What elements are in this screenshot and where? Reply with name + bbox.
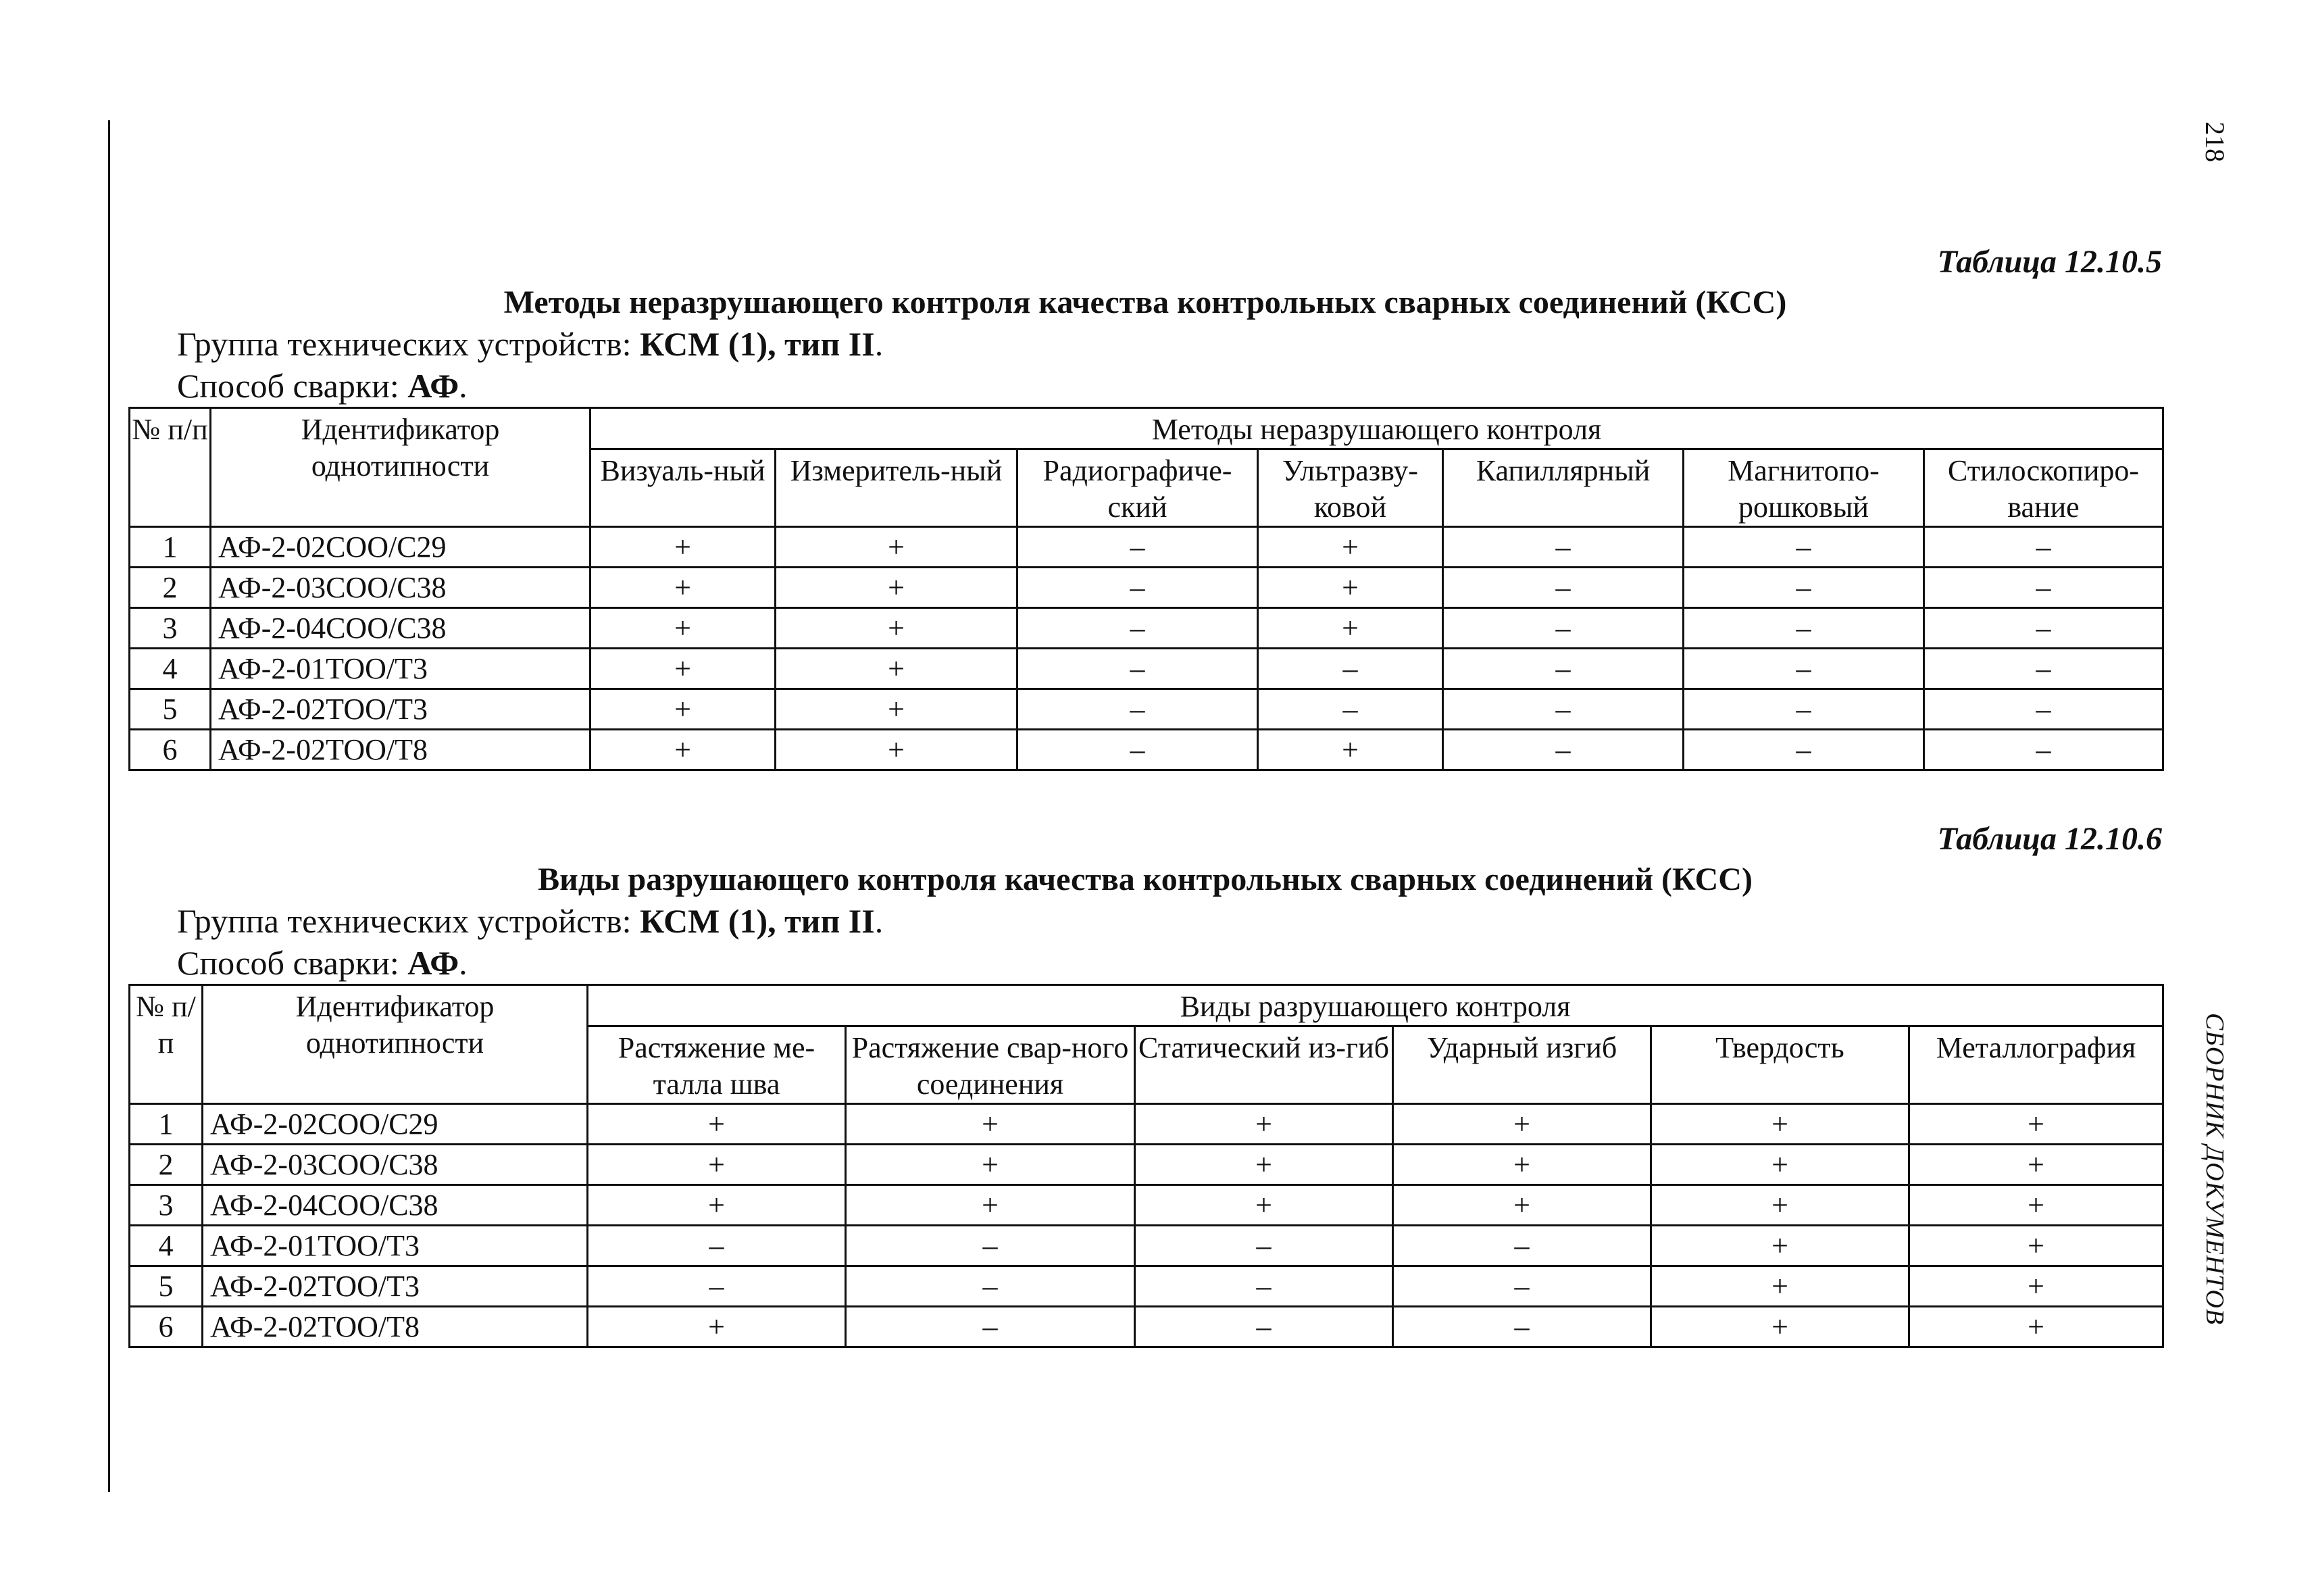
row-identifier: АФ-2-04СОО/С38 xyxy=(211,608,590,649)
cell-value: – xyxy=(1017,730,1258,770)
cell-value: + xyxy=(776,608,1017,649)
table-row xyxy=(130,1226,2163,1266)
cell-value: – xyxy=(1924,608,2163,649)
row-number: 4 xyxy=(130,1226,203,1266)
device-group-label: Группа технических устройств: xyxy=(177,902,640,940)
cell-value: + xyxy=(590,689,776,730)
cell-value: + xyxy=(1909,1185,2163,1226)
column-header: Растяжение свар-ного соединения xyxy=(846,1026,1135,1104)
cell-value: – xyxy=(588,1266,846,1307)
device-group-line: Группа технических устройств: КСМ (1), тип II. xyxy=(177,902,884,940)
row-number: 3 xyxy=(130,608,211,649)
cell-value: + xyxy=(1393,1104,1651,1145)
cell-value: – xyxy=(1684,568,1924,608)
cell-value: + xyxy=(590,568,776,608)
welding-method-label: Способ сварки: xyxy=(177,367,408,405)
column-header: Статический из-гиб xyxy=(1135,1026,1393,1104)
cell-value: + xyxy=(1909,1104,2163,1145)
cell-value: – xyxy=(1684,608,1924,649)
row-number: 2 xyxy=(130,1145,203,1185)
welding-method-label: Способ сварки: xyxy=(177,944,408,982)
row-identifier: АФ-2-02ТОО/Т3 xyxy=(203,1266,588,1307)
cell-value: + xyxy=(1135,1185,1393,1226)
cell-value: + xyxy=(1651,1104,1909,1145)
cell-value: – xyxy=(846,1307,1135,1347)
column-header: Радиографиче-ский xyxy=(1017,449,1258,527)
cell-value: – xyxy=(1924,730,2163,770)
cell-value: + xyxy=(1909,1266,2163,1307)
row-identifier: АФ-2-02ТОО/Т8 xyxy=(203,1307,588,1347)
cell-value: + xyxy=(1909,1145,2163,1185)
cell-value: + xyxy=(1651,1226,1909,1266)
cell-value: – xyxy=(1443,649,1684,689)
column-header: Ультразву-ковой xyxy=(1258,449,1443,527)
cell-value: + xyxy=(1135,1104,1393,1145)
cell-value: + xyxy=(1651,1266,1909,1307)
row-identifier: АФ-2-04СОО/С38 xyxy=(203,1185,588,1226)
column-header: Капиллярный xyxy=(1443,449,1684,527)
column-header: Визуаль-ный xyxy=(590,449,776,527)
header-destructive-tests: Виды разрушающего контроля xyxy=(588,985,2163,1026)
cell-value: + xyxy=(776,527,1017,568)
running-title: СБОРНИК ДОКУМЕНТОВ xyxy=(2200,1012,2229,1326)
row-number: 6 xyxy=(130,1307,203,1347)
cell-value: – xyxy=(1393,1226,1651,1266)
ndt-methods-table xyxy=(128,407,2164,771)
cell-value: + xyxy=(776,568,1017,608)
cell-value: – xyxy=(846,1266,1135,1307)
row-identifier: АФ-2-01ТОО/Т3 xyxy=(211,649,590,689)
table-row xyxy=(130,1104,2163,1145)
cell-value: – xyxy=(1443,608,1684,649)
cell-value: + xyxy=(1651,1307,1909,1347)
cell-value: – xyxy=(1017,568,1258,608)
welding-method-line: Способ сварки: АФ. xyxy=(177,944,468,982)
device-group-value: КСМ (1), тип II xyxy=(640,902,875,940)
cell-value: + xyxy=(1135,1145,1393,1185)
table-row xyxy=(130,1185,2163,1226)
table-block-12-10-6 xyxy=(128,819,2162,1348)
table-row xyxy=(130,649,2163,689)
row-number: 4 xyxy=(130,649,211,689)
cell-value: + xyxy=(588,1145,846,1185)
cell-value: + xyxy=(776,649,1017,689)
cell-value: – xyxy=(1924,689,2163,730)
cell-value: – xyxy=(1258,649,1443,689)
cell-value: + xyxy=(846,1145,1135,1185)
device-group-line: Группа технических устройств: КСМ (1), тип II. xyxy=(177,325,884,363)
table-row xyxy=(130,527,2163,568)
cell-value: – xyxy=(1393,1266,1651,1307)
cell-value: + xyxy=(776,689,1017,730)
cell-value: + xyxy=(1393,1185,1651,1226)
cell-value: + xyxy=(590,730,776,770)
header-row-number: № п/п xyxy=(130,985,203,1104)
cell-value: + xyxy=(590,527,776,568)
cell-value: – xyxy=(1443,689,1684,730)
cell-value: + xyxy=(1258,730,1443,770)
cell-value: – xyxy=(1135,1226,1393,1266)
row-number: 5 xyxy=(130,689,211,730)
row-number: 3 xyxy=(130,1185,203,1226)
cell-value: – xyxy=(1017,527,1258,568)
cell-value: – xyxy=(1135,1307,1393,1347)
cell-value: + xyxy=(590,608,776,649)
cell-value: + xyxy=(846,1104,1135,1145)
table-row xyxy=(130,689,2163,730)
row-identifier: АФ-2-02ТОО/Т8 xyxy=(211,730,590,770)
welding-method-value: АФ xyxy=(407,367,459,405)
cell-value: – xyxy=(1017,608,1258,649)
destructive-tests-table xyxy=(128,984,2164,1348)
table-number: Таблица 12.10.5 xyxy=(1937,244,2162,280)
column-header: Измеритель-ный xyxy=(776,449,1017,527)
cell-value: – xyxy=(1684,730,1924,770)
row-number: 6 xyxy=(130,730,211,770)
column-header: Металлография xyxy=(1909,1026,2163,1104)
row-identifier: АФ-2-02СОО/С29 xyxy=(203,1104,588,1145)
cell-value: – xyxy=(1924,568,2163,608)
row-identifier: АФ-2-03СОО/С38 xyxy=(211,568,590,608)
table-title: Методы неразрушающего контроля качества контрольных сварных соединений (КСС) xyxy=(503,284,1787,320)
column-header: Растяжение ме-талла шва xyxy=(588,1026,846,1104)
cell-value: – xyxy=(1443,568,1684,608)
row-identifier: АФ-2-03СОО/С38 xyxy=(203,1145,588,1185)
row-number: 2 xyxy=(130,568,211,608)
cell-value: – xyxy=(1393,1307,1651,1347)
table-row xyxy=(130,608,2163,649)
header-ndt-methods: Методы неразрушающего контроля xyxy=(590,408,2163,449)
welding-method-line: Способ сварки: АФ. xyxy=(177,367,468,405)
cell-value: + xyxy=(588,1104,846,1145)
cell-value: + xyxy=(1651,1185,1909,1226)
device-group-label: Группа технических устройств: xyxy=(177,325,640,363)
cell-value: + xyxy=(1651,1145,1909,1185)
cell-value: – xyxy=(1135,1266,1393,1307)
cell-value: + xyxy=(588,1185,846,1226)
cell-value: – xyxy=(1924,527,2163,568)
table-row xyxy=(130,1307,2163,1347)
cell-value: + xyxy=(1393,1145,1651,1185)
table-title: Виды разрушающего контроля качества контрольных сварных соединений (КСС) xyxy=(538,862,1753,897)
table-row xyxy=(130,568,2163,608)
row-identifier: АФ-2-02ТОО/Т3 xyxy=(211,689,590,730)
header-identifier: Идентификатор однотипности xyxy=(211,408,590,527)
table-row xyxy=(130,1145,2163,1185)
cell-value: + xyxy=(846,1185,1135,1226)
cell-value: – xyxy=(1017,649,1258,689)
page-number: 218 xyxy=(2200,122,2230,162)
cell-value: – xyxy=(1684,527,1924,568)
cell-value: + xyxy=(1909,1226,2163,1266)
cell-value: – xyxy=(1684,689,1924,730)
column-header: Магнитопо-рошковый xyxy=(1684,449,1924,527)
row-number: 1 xyxy=(130,1104,203,1145)
cell-value: – xyxy=(1443,730,1684,770)
cell-value: + xyxy=(1258,568,1443,608)
cell-value: – xyxy=(1924,649,2163,689)
device-group-value: КСМ (1), тип II xyxy=(640,325,875,363)
row-number: 1 xyxy=(130,527,211,568)
cell-value: – xyxy=(588,1226,846,1266)
column-header: Ударный изгиб xyxy=(1393,1026,1651,1104)
table-number: Таблица 12.10.6 xyxy=(1937,821,2162,857)
cell-value: + xyxy=(590,649,776,689)
cell-value: – xyxy=(1684,649,1924,689)
column-header: Стилоскопиро-вание xyxy=(1924,449,2163,527)
table-block-12-10-5 xyxy=(128,242,2162,771)
margin-line xyxy=(108,120,110,1492)
header-row-number: № п/п xyxy=(130,408,211,527)
cell-value: – xyxy=(846,1226,1135,1266)
row-identifier: АФ-2-01ТОО/Т3 xyxy=(203,1226,588,1266)
cell-value: – xyxy=(1017,689,1258,730)
cell-value: – xyxy=(1258,689,1443,730)
table-row xyxy=(130,730,2163,770)
table-row xyxy=(130,1266,2163,1307)
row-identifier: АФ-2-02СОО/С29 xyxy=(211,527,590,568)
cell-value: + xyxy=(776,730,1017,770)
cell-value: + xyxy=(1909,1307,2163,1347)
column-header: Твердость xyxy=(1651,1026,1909,1104)
row-number: 5 xyxy=(130,1266,203,1307)
cell-value: + xyxy=(588,1307,846,1347)
cell-value: + xyxy=(1258,527,1443,568)
cell-value: + xyxy=(1258,608,1443,649)
welding-method-value: АФ xyxy=(407,944,459,982)
header-identifier: Идентификатор однотипности xyxy=(203,985,588,1104)
cell-value: – xyxy=(1443,527,1684,568)
